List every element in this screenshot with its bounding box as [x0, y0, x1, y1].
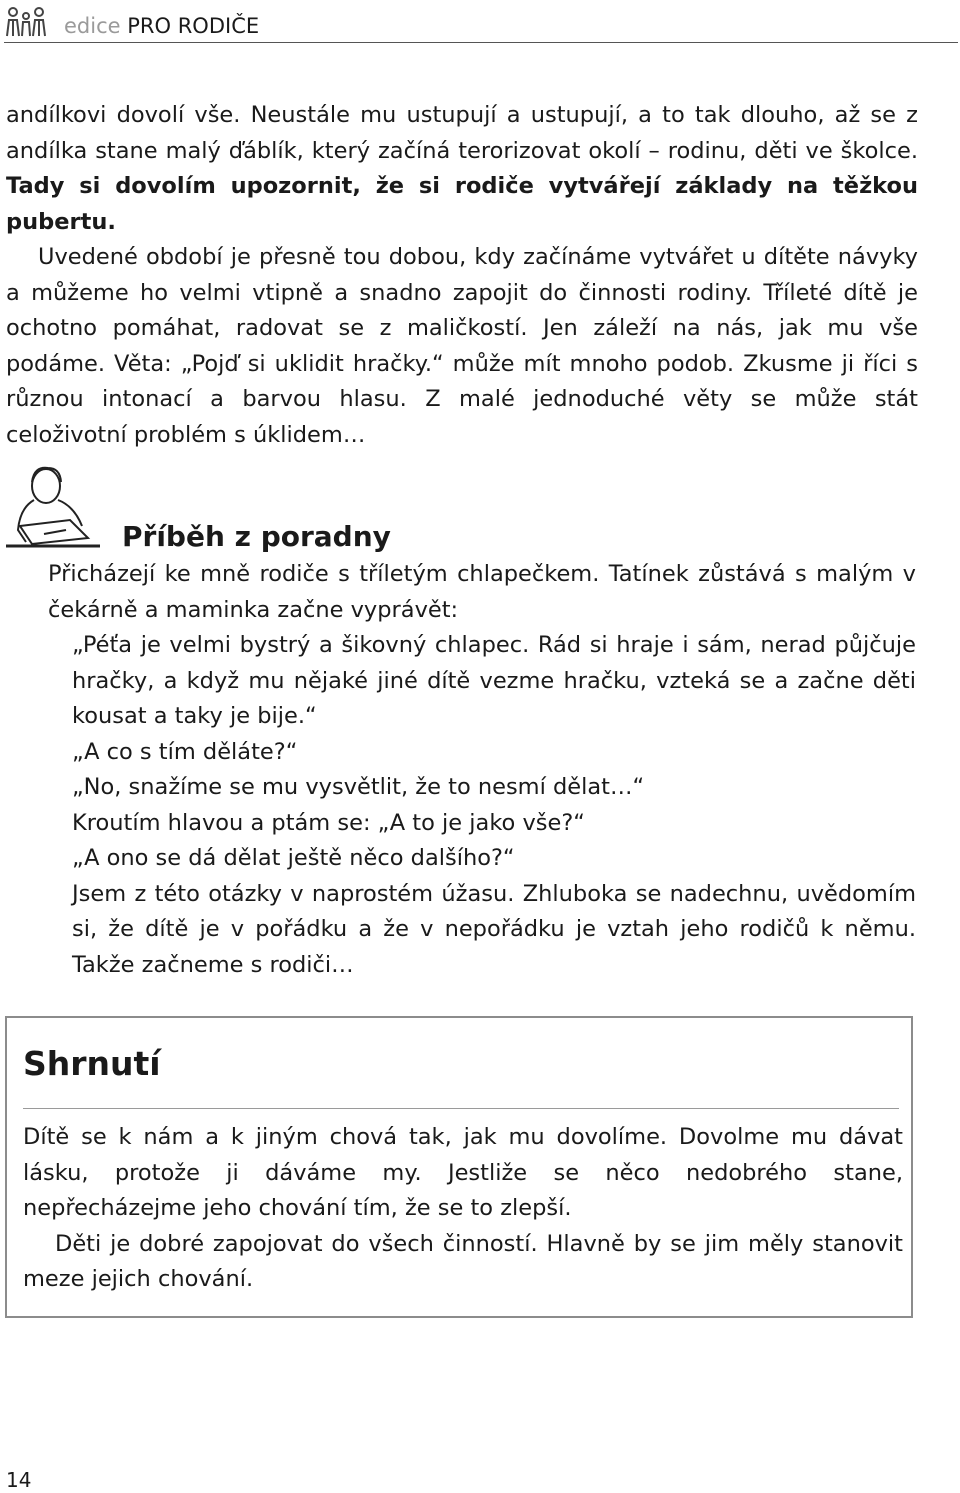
page-number: 14 [6, 1468, 32, 1492]
story-line-6: „A ono se dá dělat ještě něco dalšího?“ [72, 845, 515, 871]
summary-box [5, 1016, 913, 1318]
story-line-3: „A co s tím děláte?“ [72, 738, 298, 765]
story-title: Příběh z poradny [122, 520, 391, 553]
summary-paragraph-2: Děti je dobré zapojovat do všech činností. Hlavně by se jim měly stanovit meze jejich chování. [23, 1230, 903, 1292]
paragraph-1 [6, 98, 918, 240]
family-logo-icon [4, 6, 48, 38]
summary-rule [23, 1108, 899, 1109]
counselor-writing-icon [4, 460, 102, 552]
series-title [64, 14, 259, 38]
summary-paragraph-1: Dítě se k nám a k jiným chová tak, jak mu dovolíme. Dovolme mu dávat lásku, protože ji dáváme my. Jestliže se něco nedobrého stane, nepřecházejme jeho chování tím, že se to zlepší. [23, 1124, 903, 1221]
story-line-5: Kroutím hlavou a ptám se: „A to je jako vše?“ [72, 809, 585, 836]
series-prefix: edice [64, 14, 121, 38]
page-header [0, 0, 960, 44]
header-rule [4, 42, 958, 43]
story-text [48, 557, 916, 983]
paragraph-2: Uvedené období je přesně tou dobou, kdy začínáme vytvářet u dítěte návyky a můžeme ho velmi vtipně a snadno zapojit do činnosti rodiny. Tříleté dítě je ochotno pomáhat, radovat se z maličkostí. Jen záleží na nás, jak mu vše podáme. Věta: „Pojď si uklidit hračky.“ může mít mnoho podob. Zkusme ji říci s různou intonací a barvou hlasu. Z malé jednoduché věty se může stát celoživotní problém s úklidem… [6, 244, 918, 448]
summary-title: Shrnutí [23, 1044, 161, 1083]
paragraph-1-normal: andílkovi dovolí vše. Neustále mu ustupují a ustupují, a to tak dlouho, až se z andílka stane malý ďáblík, který začíná terorizovat okolí – rodinu, děti ve školce. [6, 102, 918, 164]
story-line-2: „Péťa je velmi bystrý a šikovný chlapec. Rád si hraje i sám, nerad půjčuje hračky, a když mu nějaké jiné dítě vezme hračku, vzteká se a začne děti kousat a taky je bije.“ [72, 632, 916, 729]
paragraph-1-bold: Tady si dovolím upozornit, že si rodiče vytvářejí základy na těžkou pubertu. [6, 173, 918, 235]
story-line-7: Jsem z této otázky v naprostém úžasu. Zhluboka se nadechnu, uvědomím si, že dítě je v pořádku a že v nepořádku je vztah jeho rodičů k němu. Takže začneme s rodiči… [72, 880, 916, 978]
story-line-1: Přicházejí ke mně rodiče s tříletým chlapečkem. Tatínek zůstává s malým v čekárně a maminka začne vyprávět: [48, 561, 916, 623]
series-name: PRO RODIČE [127, 14, 260, 38]
main-text [6, 98, 918, 453]
story-line-4: „No, snažíme se mu vysvětlit, že to nesmí dělat…“ [72, 774, 645, 800]
summary-text [23, 1120, 903, 1298]
